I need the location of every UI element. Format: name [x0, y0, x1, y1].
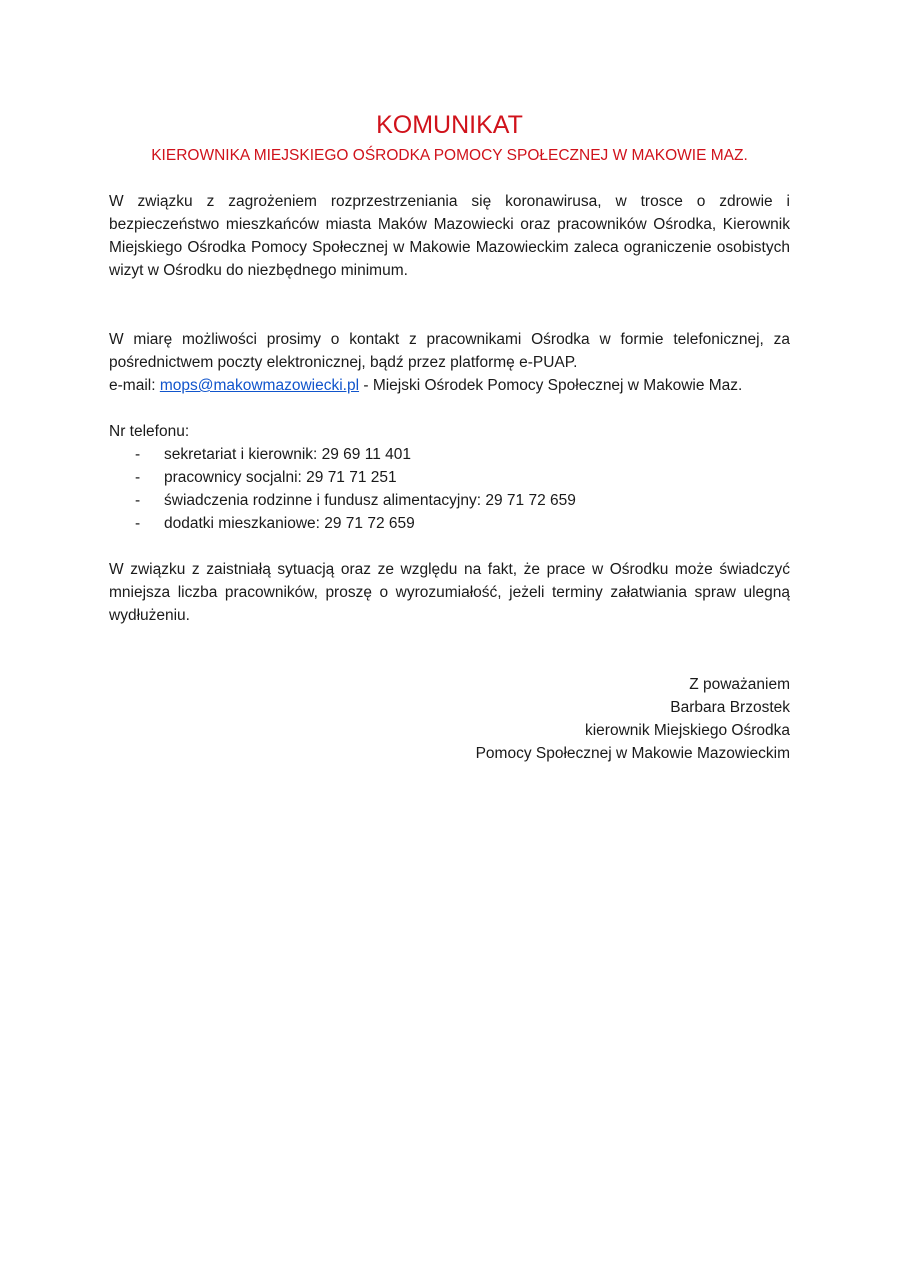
document-page: [109, 108, 790, 765]
email-suffix: - Miejski Ośrodek Pomocy Społecznej w Makowie Maz.: [359, 377, 743, 394]
bullet-dash: -: [135, 492, 141, 509]
signature-role-line1: kierownik Miejskiego Ośrodka: [584, 722, 790, 739]
list-item: [109, 512, 790, 535]
email-link[interactable]: mops@makowmazowiecki.pl: [159, 377, 360, 394]
paragraph-contact: W miarę możliwości prosimy o kontakt z pracownikami Ośrodka w formie telefonicznej, za pośrednictwem poczty elektronicznej, bądź przez platformę e-PUAP.: [109, 331, 790, 371]
phone-entry: sekretariat i kierownik: 29 69 11 401: [164, 446, 411, 463]
list-item: [109, 443, 790, 466]
bullet-dash: -: [135, 469, 141, 486]
paragraph-intro: W związku z zagrożeniem rozprzestrzeniania się koronawirusa, w trosce o zdrowie i bezpieczeństwo mieszkańców miasta Maków Mazowiecki oraz pracowników Ośrodka, Kierownik Miejskiego Ośrodka Pomocy Społecznej w Makowie Mazowieckim zaleca ograniczenie osobistych wizyt w Ośrodku do niezbędnego minimum.: [109, 193, 790, 279]
signature-name: Barbara Brzostek: [670, 699, 790, 716]
phone-entry: dodatki mieszkaniowe: 29 71 72 659: [164, 515, 415, 532]
list-item: [109, 489, 790, 512]
phone-entry: pracownicy socjalni: 29 71 71 251: [164, 469, 397, 486]
document-subtitle: KIEROWNIKA MIEJSKIEGO OŚRODKA POMOCY SPOŁECZNEJ W MAKOWIE MAZ.: [151, 147, 748, 164]
phone-entry: świadczenia rodzinne i fundusz alimentacyjny: 29 71 72 659: [164, 492, 576, 509]
signature-block: [109, 673, 790, 765]
email-prefix: e-mail:: [109, 377, 160, 394]
phones-label: Nr telefonu:: [109, 423, 190, 440]
email-line: [109, 374, 790, 397]
paragraph-closing: W związku z zaistniałą sytuacją oraz ze względu na fakt, że prace w Ośrodku może świadczyć mniejsza liczba pracowników, proszę o wyrozumiałość, jeżeli terminy załatwiania spraw ulegną wydłużeniu.: [109, 561, 790, 624]
list-item: [109, 466, 790, 489]
bullet-dash: -: [135, 515, 141, 532]
signature-closing: Z poważaniem: [689, 676, 790, 693]
phone-list: [109, 443, 790, 535]
document-title: KOMUNIKAT: [376, 111, 523, 139]
signature-role-line2: Pomocy Społecznej w Makowie Mazowieckim: [475, 745, 790, 762]
bullet-dash: -: [135, 446, 141, 463]
